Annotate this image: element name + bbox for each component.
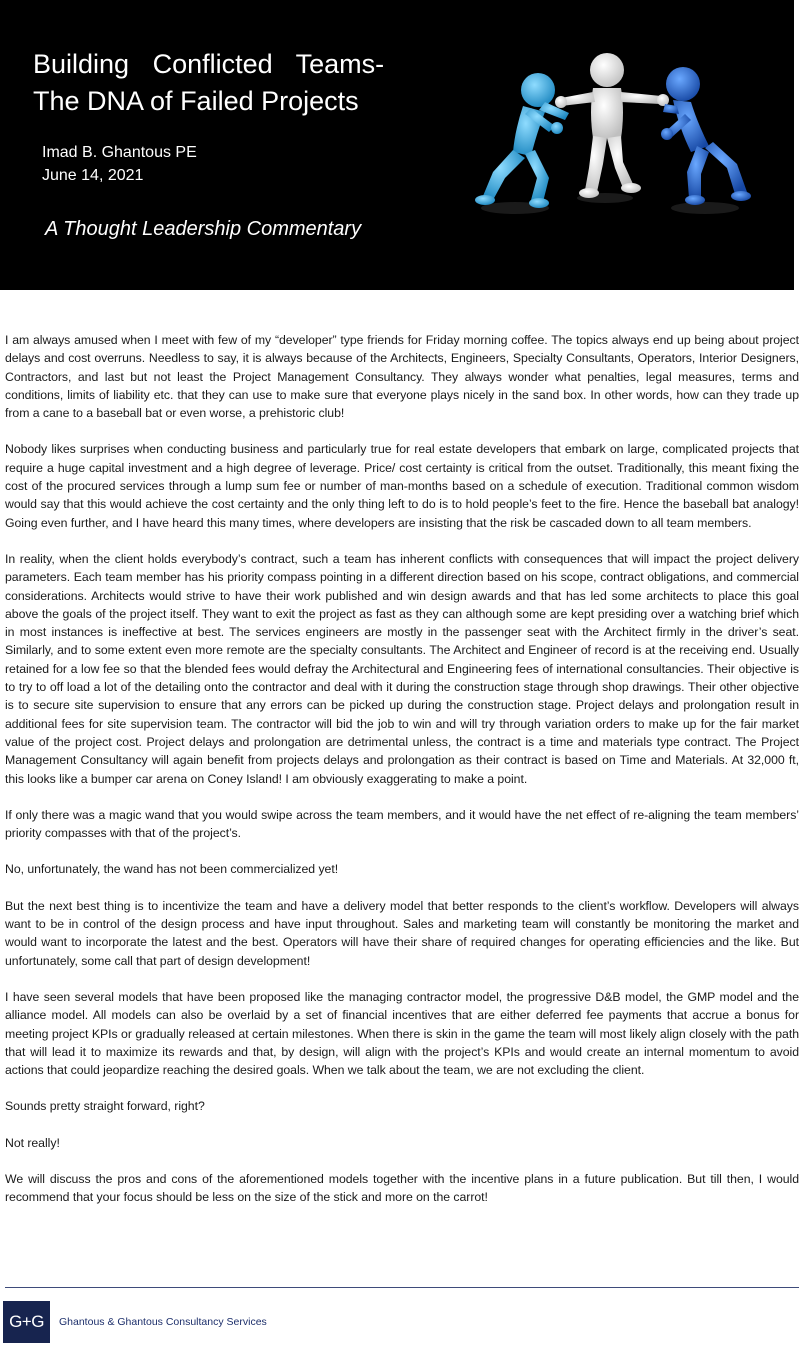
header-banner [0,0,794,290]
title-line-1: Building Conflicted Teams- [33,49,385,79]
article-body [5,331,799,1225]
three-figures-tug-illustration [465,40,755,240]
paragraph: I am always amused when I meet with few of my “developer” type friends for Friday morning coffee. The topics always end up being about project delays and cost overruns. Needless to say, it is always because of the Architects, Engineers, Specialty Consultants, Operators, Interior Designers, Contractors, and last but not least the Project Management Consultancy. They always wonder what penalties, legal measures, terms and conditions, limits of liability etc. that they can use to make sure that everyone plays nicely in the sand box. In other words, how can they trade up from a cane to a baseball bat or even worse, a prehistoric club! [5,333,799,421]
paragraph: Sounds pretty straight forward, right? [5,1099,205,1114]
company-name: Ghantous & Ghantous Consultancy Services [59,1316,267,1328]
left-figure [475,73,569,208]
article-title [33,46,413,120]
right-figure [661,67,751,205]
paragraph: But the next best thing is to incentivize the team and have a delivery model that better responds to the client’s workflow. Developers will always want to be in control of the design process and have input throughout. Sales and marketing team will constantly be monitoring the market and would want to incorporate the latest and the best. Operators will have their share of required changes for operating efficiencies and the like. But unfortunately, some call that part of design development! [5,898,799,968]
paragraph: I have seen several models that have been proposed like the managing contractor model, the progressive D&B model, the GMP model and the alliance model. All models can also be overlaid by a set of financial incentives that are either deferred fee payments that accrue a bonus for meeting project KPIs or gradually released at certain milestones. When there is skin in the game the team will most likely align closely with the path that will lead it to maximize its rewards and that, by design, will align with the project’s KPIs and would create an internal momentum to avoid actions that could jeopardize reaching the desired goals. When we talk about the team, we are not excluding the client. [5,989,799,1078]
byline [42,141,197,187]
paragraph: In reality, when the client holds everybody’s contract, such a team has inherent conflicts with consequences that will impact the project delivery parameters. Each team member has his priority compass pointing in a different direction based on his scope, contract obligations, and commercial considerations. Architects would strive to have their work published and win design awards and that has led some architects to place this goal above the goals of the project itself. They want to exit the project as fast as they can although some are kept presiding over a watching brief which in most instances is ineffective at best. The services engineers are mostly in the passenger seat with the Architect firmly in the driver’s seat. Similarly, and to some extent even more remote are the specialty consultants. The Architect and Engineer of record is at the receiving end. Usually retained for a low fee so that the blended fees would defray the Architectural and Engineering fees of international consultancies. Their objective is to try to off load a lot of the detailing onto the contractor and deal with it during the construction stage through shop drawings. Their other objective is to secure site supervision to ensure that any errors can be picked up during the construction stage. Project delays and prolongation result in additional fees for site supervision team. The contractor will bid the job to win and will try through variation orders to make up for the fair market value of the project cost. Project delays and prolongation are detrimental unless, the contract is a time and materials type contract. The Project Management Consultancy will again benefit from projects delays and prolongation as their contract is based on Time and Materials. At 32,000 ft, this looks like a bumper car arena on Coney Island! I am obviously exaggerating to make a point. [5,551,799,786]
company-logo: G+G [3,1301,50,1343]
paragraph: We will discuss the pros and cons of the aforementioned models together with the incentive plans in a future publication. But till then, I would recommend that your focus should be less on the size of the stick and more on the carrot! [5,1171,799,1205]
center-figure [555,53,669,198]
tagline: A Thought Leadership Commentary [45,218,362,240]
title-line-2: The DNA of Failed Projects [33,86,359,116]
paragraph: Nobody likes surprises when conducting business and particularly true for real estate developers that embark on large, complicated projects that require a huge capital investment and a high degree of leverage. Price/ cost certainty is critical from the outset. Traditionally, this meant fixing the cost of the procured services through a lump sum fee or number of man-months based on a schedule of execution. Traditional common wisdom would say that this would achieve the cost certainty and the only thing left to do is to hold people’s feet to the fire. Hence the baseball bat analogy! Going even further, and I have heard this many times, where developers are insisting that the risk be cascaded down to all team members. [5,442,799,530]
footer-divider [5,1287,799,1288]
author-name: Imad B. Ghantous PE [42,144,197,161]
paragraph: No, unfortunately, the wand has not been commercialized yet! [5,862,339,877]
paragraph: Not really! [5,1135,60,1150]
paragraph: If only there was a magic wand that you would swipe across the team members, and it would have the net effect of re-aligning the team members’ priority compasses with that of the project’s. [5,807,799,841]
publish-date: June 14, 2021 [42,167,144,184]
